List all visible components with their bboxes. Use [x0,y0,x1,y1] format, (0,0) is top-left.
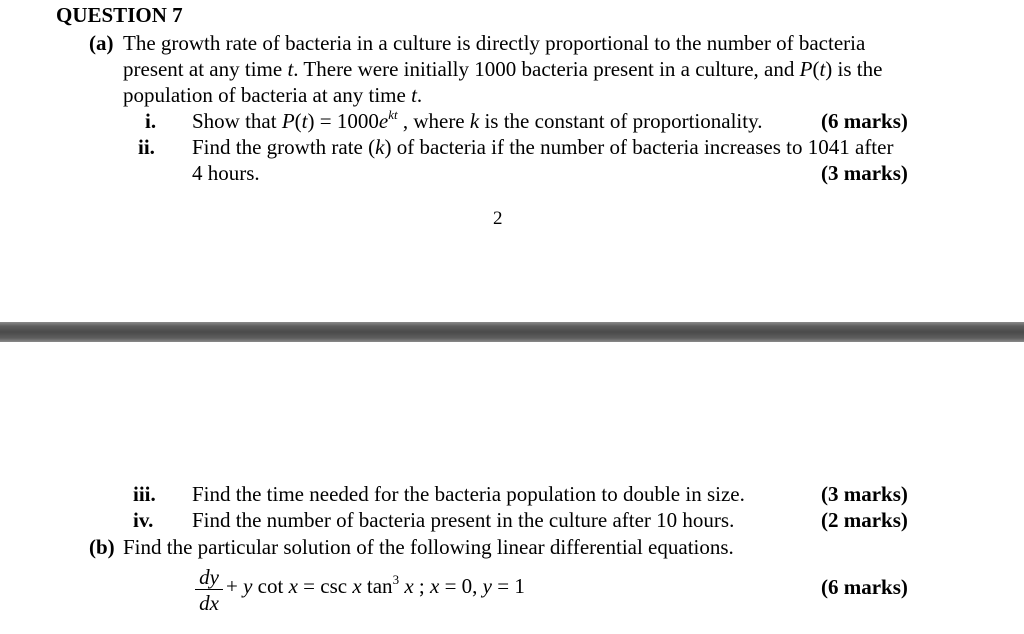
item-ii-text-line-2: 4 hours. [192,161,260,185]
item-ii-text: Find the growth rate (k) of bacteria if the number of bacteria increases to 1041 after [192,135,894,159]
item-iv-text: Find the number of bacteria present in the culture after 10 hours. [192,508,735,532]
part-a-line-2: present at any time t. There were initially 1000 bacteria present in a culture, and P(t) is the [123,57,883,81]
fraction-bar [195,589,223,590]
item-ii-marks: (3 marks) [821,161,908,185]
part-b-text: Find the particular solution of the following linear differential equations. [123,535,734,559]
item-iii-numeral: iii. [133,482,156,506]
item-iii-marks: (3 marks) [821,482,908,506]
item-i-numeral: i. [145,109,157,133]
fraction-numerator: dy [199,565,219,589]
item-iii-text: Find the time needed for the bacteria population to double in size. [192,482,745,506]
part-a-line-3: population of bacteria at any time t. [123,83,423,107]
item-i-text: Show that $P(t) = 1000e^{kt}$ , where k is the constant of proportionality. [192,107,763,133]
question-title: QUESTION 7 [56,3,183,27]
part-a-line-1: The growth rate of bacteria in a culture is directly proportional to the number of bacteria [123,31,866,55]
part-b-label: (b) [89,535,115,559]
item-ii-numeral: ii. [138,135,155,159]
item-iv-numeral: iv. [133,508,154,532]
page-number: 2 [493,208,503,229]
fraction-denominator: dx [199,591,219,615]
dy-dx-fraction [194,566,224,615]
part-b-marks: (6 marks) [821,575,908,599]
differential-equation: + y cot x = csc x $\tan^3 x$ ; x = 0, y = 1 [226,572,525,598]
item-iv-marks: (2 marks) [821,508,908,532]
item-i-marks: (6 marks) [821,109,908,133]
part-a-label: (a) [89,31,114,55]
page-separator [0,322,1024,342]
